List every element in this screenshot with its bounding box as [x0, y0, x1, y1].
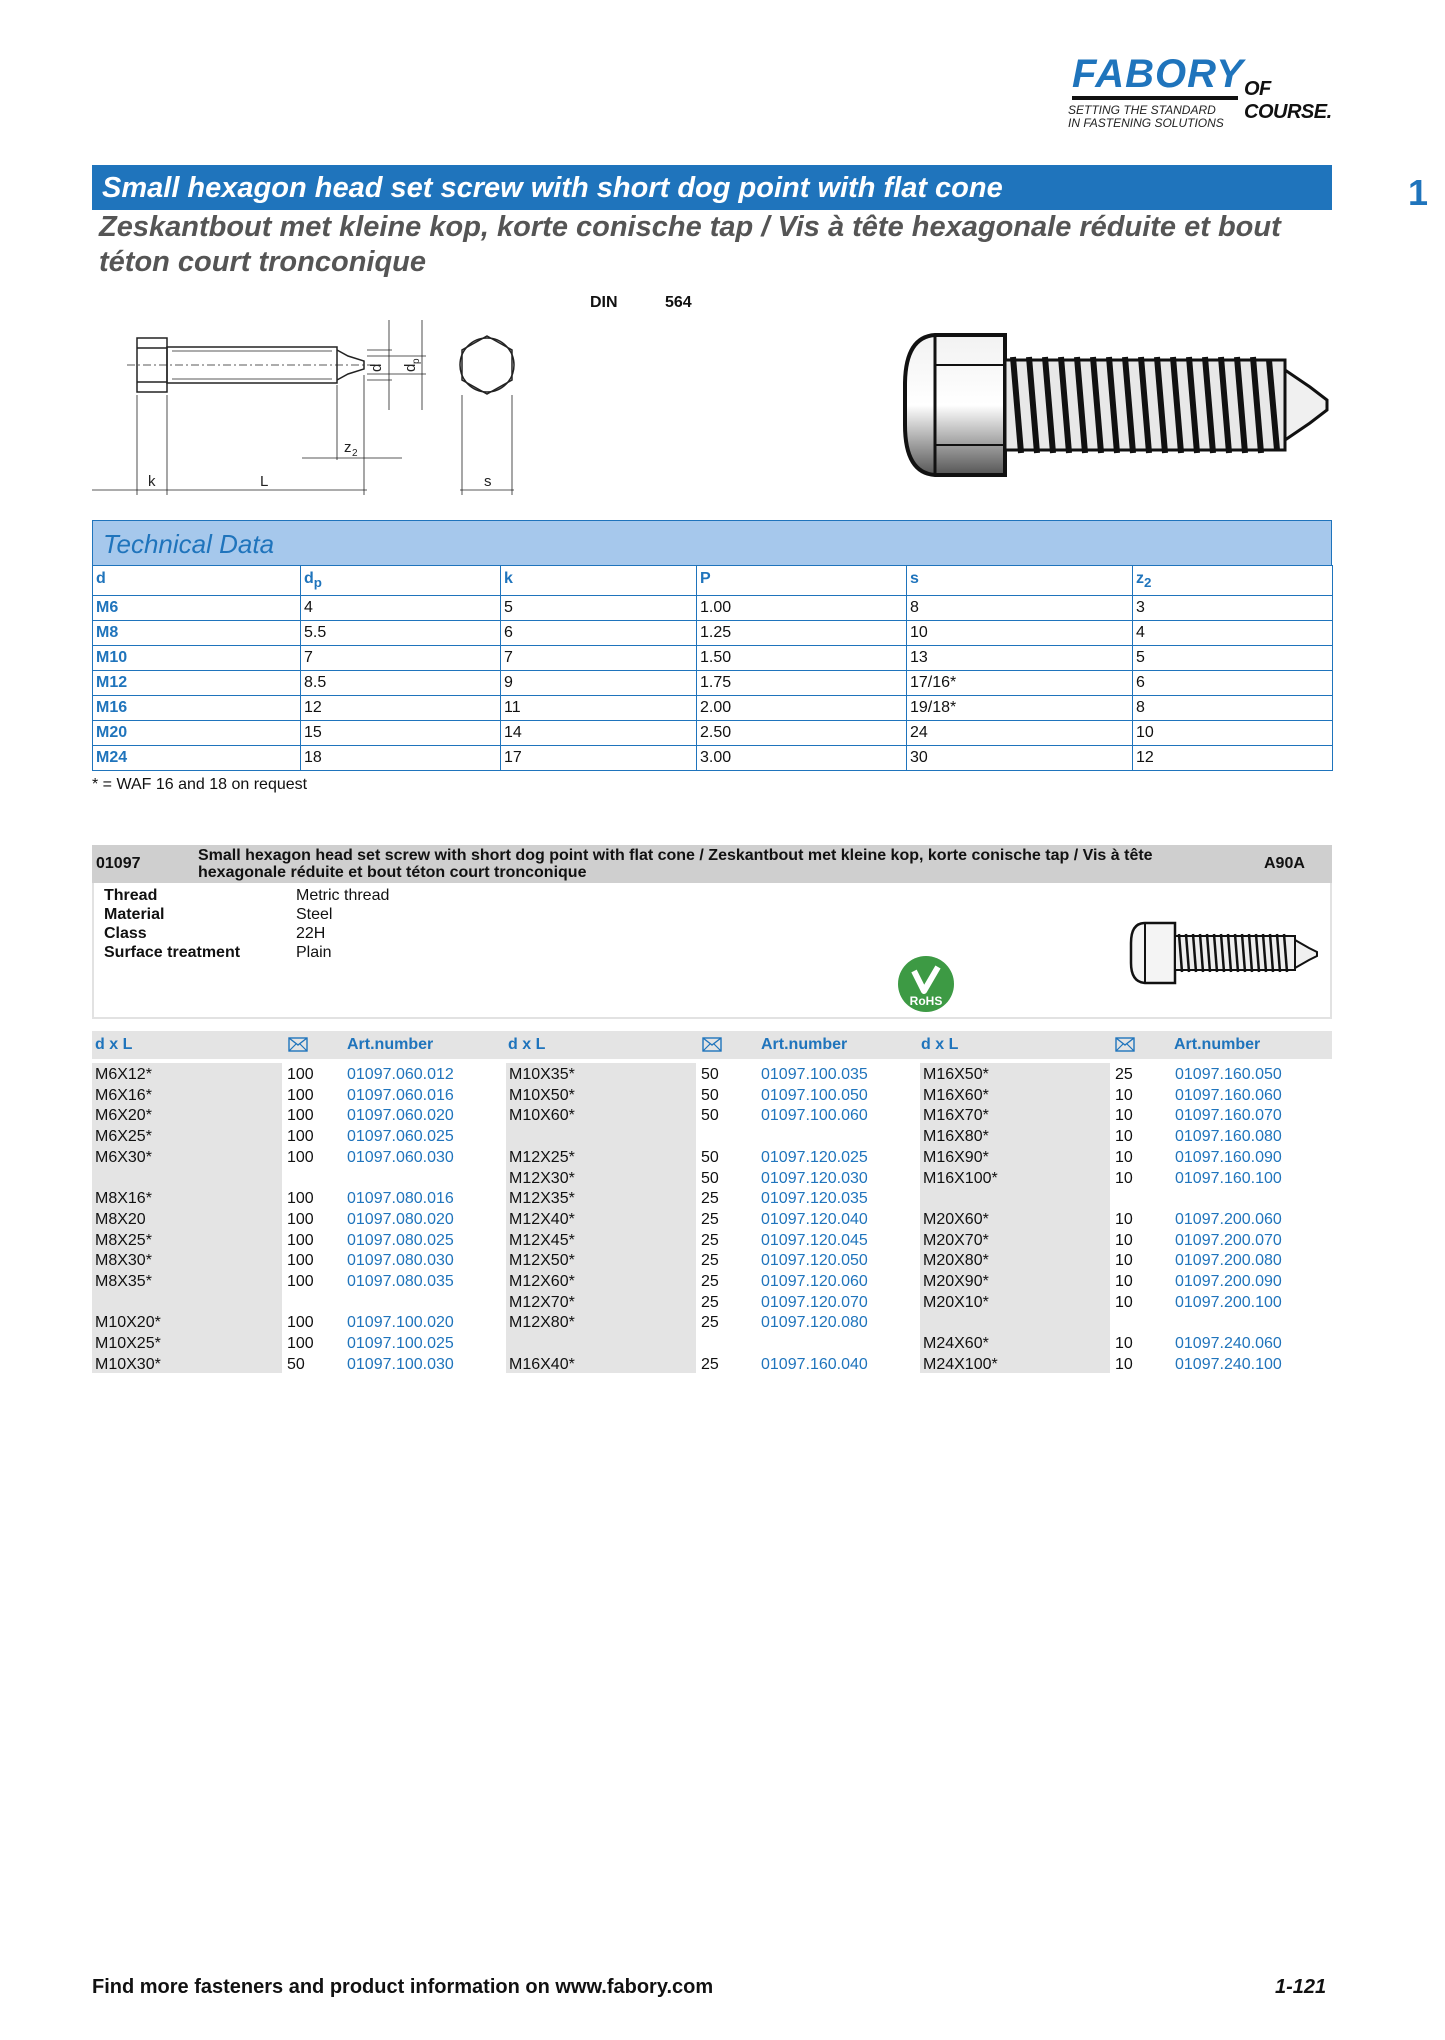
property-label: Material — [104, 906, 165, 923]
product-art-number[interactable]: 01097.200.090 — [1175, 1273, 1282, 1290]
envelope-icon — [702, 1037, 722, 1052]
product-size: M6X16* — [95, 1086, 152, 1104]
product-art-number[interactable]: 01097.060.025 — [347, 1128, 454, 1146]
technical-data-cell: 8.5 — [301, 671, 501, 696]
product-art-number[interactable]: 01097.120.060 — [761, 1273, 868, 1290]
technical-data-cell: 8 — [1133, 696, 1333, 721]
envelope-icon — [288, 1037, 308, 1052]
product-size: M12X35* — [509, 1190, 575, 1208]
technical-data-cell: 4 — [301, 596, 501, 621]
product-pack-qty: 50 — [701, 1107, 719, 1125]
footer-text: Find more fasteners and product information on www.fabory.com — [92, 1976, 714, 1998]
product-size: M8X16* — [95, 1190, 152, 1208]
product-pack-qty: 10 — [1115, 1273, 1133, 1290]
col-header-art: Art.number — [761, 1036, 848, 1053]
product-art-number[interactable]: 01097.100.050 — [761, 1086, 868, 1104]
col-header: k — [501, 566, 697, 596]
product-pack-qty: 50 — [701, 1169, 719, 1187]
product-art-number[interactable]: 01097.060.016 — [347, 1086, 454, 1104]
product-size: M24X60* — [923, 1335, 989, 1353]
product-art-number[interactable]: 01097.120.040 — [761, 1210, 868, 1228]
technical-data-cell: 24 — [907, 721, 1133, 746]
product-art-number[interactable]: 01097.200.070 — [1175, 1231, 1282, 1249]
logo-subline-1: SETTING THE STANDARD — [1068, 103, 1216, 117]
product-art-number[interactable]: 01097.200.060 — [1175, 1210, 1282, 1228]
technical-data-row — [93, 721, 1333, 746]
article-code: 01097 — [96, 855, 141, 872]
product-size: M16X90* — [923, 1148, 989, 1166]
product-art-number[interactable]: 01097.080.020 — [347, 1210, 454, 1228]
product-art-number[interactable]: 01097.080.016 — [347, 1190, 454, 1208]
product-art-number[interactable]: 01097.060.020 — [347, 1107, 454, 1125]
product-pack-qty: 10 — [1115, 1231, 1133, 1249]
technical-data-cell: 12 — [301, 696, 501, 721]
technical-data-cell: 6 — [501, 621, 697, 646]
product-art-number[interactable]: 01097.080.035 — [347, 1273, 454, 1290]
technical-data-cell: 12 — [1133, 746, 1333, 771]
product-art-number[interactable]: 01097.120.035 — [761, 1190, 868, 1208]
logo-tagline: OF COURSE. — [1244, 78, 1332, 123]
technical-data-row — [93, 596, 1333, 621]
product-art-number[interactable]: 01097.160.040 — [761, 1355, 868, 1373]
product-size: M12X40* — [509, 1210, 575, 1228]
product-pack-qty: 25 — [1115, 1066, 1133, 1083]
col-header-art: Art.number — [1174, 1036, 1261, 1053]
technical-data-cell: 2.00 — [697, 696, 907, 721]
product-pack-qty: 10 — [1115, 1128, 1133, 1146]
technical-data-cell: 14 — [501, 721, 697, 746]
drawing-label-z2: z — [344, 439, 352, 456]
technical-data-cell: 7 — [501, 646, 697, 671]
product-art-number[interactable]: 01097.160.060 — [1175, 1086, 1282, 1104]
technical-data-cell: 30 — [907, 746, 1133, 771]
product-size: M12X60* — [509, 1273, 575, 1290]
product-size: M6X12* — [95, 1066, 152, 1083]
technical-data-cell: 8 — [907, 596, 1133, 621]
page-number: 1-121 — [1275, 1976, 1327, 1998]
product-art-number[interactable]: 01097.060.012 — [347, 1066, 454, 1083]
din-value: 564 — [665, 294, 692, 311]
product-pack-qty: 25 — [701, 1190, 719, 1208]
product-art-number[interactable]: 01097.100.035 — [761, 1066, 868, 1083]
product-pack-qty: 100 — [287, 1086, 314, 1104]
product-pack-qty: 10 — [1115, 1210, 1133, 1228]
product-pack-qty: 25 — [701, 1252, 719, 1270]
product-pack-qty: 10 — [1115, 1252, 1133, 1270]
product-pack-qty: 100 — [287, 1231, 314, 1249]
product-table-header — [92, 1031, 1332, 1059]
technical-data-row — [93, 621, 1333, 646]
product-pack-qty: 100 — [287, 1190, 314, 1208]
product-art-number[interactable]: 01097.100.025 — [347, 1335, 454, 1353]
rohs-text: RoHS — [909, 994, 943, 1008]
col-header: P — [697, 566, 907, 596]
product-pack-qty: 25 — [701, 1314, 719, 1332]
product-size: M20X90* — [923, 1273, 989, 1290]
technical-data-cell: 5 — [501, 596, 697, 621]
envelope-icon — [1115, 1037, 1135, 1052]
drawing-label-s: s — [484, 473, 492, 490]
technical-data-cell: 19/18* — [907, 696, 1133, 721]
product-size: M16X50* — [923, 1066, 989, 1083]
col-header: d — [93, 566, 301, 596]
product-pack-qty: 25 — [701, 1273, 719, 1290]
product-art-number[interactable]: 01097.240.100 — [1175, 1355, 1282, 1373]
product-size: M6X20* — [95, 1107, 152, 1125]
property-label: Surface treatment — [104, 944, 241, 961]
product-art-number[interactable]: 01097.100.030 — [347, 1355, 454, 1373]
property-value: Steel — [296, 906, 333, 923]
product-pack-qty: 10 — [1115, 1293, 1133, 1311]
product-size: M6X25* — [95, 1128, 152, 1146]
technical-data-header — [92, 520, 1332, 565]
technical-data-cell: 17 — [501, 746, 697, 771]
product-size: M16X70* — [923, 1107, 989, 1125]
product-pack-qty: 100 — [287, 1252, 314, 1270]
drawing-label-d: d — [368, 363, 385, 372]
product-art-number[interactable]: 01097.080.025 — [347, 1231, 454, 1249]
product-size: M12X70* — [509, 1293, 575, 1311]
chapter-number: 1 — [1408, 172, 1429, 213]
product-photo — [895, 325, 1335, 485]
article-description: Small hexagon head set screw with short dog point with flat cone / Zeskantbout met kleine kop, korte conische tap / Vis à tête hexagonale réduite et bout téton court tronconique — [198, 847, 1153, 881]
product-pack-qty: 10 — [1115, 1355, 1133, 1373]
property-value: Metric thread — [296, 887, 390, 904]
page-title: Small hexagon head set screw with short dog point with flat cone — [102, 172, 1003, 204]
product-pack-qty: 10 — [1115, 1086, 1133, 1104]
technical-data-cell: 1.00 — [697, 596, 907, 621]
technical-data-cell: 1.50 — [697, 646, 907, 671]
product-art-number[interactable]: 01097.160.090 — [1175, 1148, 1282, 1166]
product-pack-qty: 100 — [287, 1066, 314, 1083]
technical-data-cell: M16 — [93, 696, 301, 721]
product-size: M20X10* — [923, 1293, 989, 1311]
product-size: M6X30* — [95, 1148, 152, 1166]
property-label: Thread — [104, 887, 158, 904]
drawing-label-dp-sub: p — [411, 358, 422, 364]
product-pack-qty: 10 — [1115, 1335, 1133, 1353]
product-pack-qty: 50 — [287, 1355, 305, 1373]
product-pack-qty: 50 — [701, 1148, 719, 1166]
product-size: M10X35* — [509, 1066, 575, 1083]
product-art-number[interactable]: 01097.120.050 — [761, 1252, 868, 1270]
col-header: $d_p$ — [301, 566, 501, 596]
product-size: M8X25* — [95, 1231, 152, 1249]
product-pack-qty: 100 — [287, 1107, 314, 1125]
technical-data-cell: M20 — [93, 721, 301, 746]
technical-data-cell: 10 — [1133, 721, 1333, 746]
product-size: M12X25* — [509, 1148, 575, 1166]
col-header-size: d x L — [921, 1036, 959, 1053]
technical-data-cell: M8 — [93, 621, 301, 646]
article-class-code: A90A — [1264, 855, 1305, 872]
product-art-number[interactable]: 01097.120.080 — [761, 1314, 868, 1332]
product-art-number[interactable]: 01097.160.080 — [1175, 1128, 1282, 1146]
logo-subline — [1068, 104, 1224, 130]
product-size: M16X60* — [923, 1086, 989, 1104]
product-art-number[interactable]: 01097.120.030 — [761, 1169, 868, 1187]
technical-data-cell: 10 — [907, 621, 1133, 646]
technical-data-cell: M12 — [93, 671, 301, 696]
product-size: M10X30* — [95, 1355, 161, 1373]
technical-data-cell: 1.25 — [697, 621, 907, 646]
product-art-number[interactable]: 01097.100.020 — [347, 1314, 454, 1332]
product-art-number[interactable]: 01097.060.030 — [347, 1148, 454, 1166]
product-size: M8X30* — [95, 1252, 152, 1270]
product-art-number[interactable]: 01097.100.060 — [761, 1107, 868, 1125]
product-pack-qty: 100 — [287, 1148, 314, 1166]
technical-data-cell: M10 — [93, 646, 301, 671]
product-art-number[interactable]: 01097.080.030 — [347, 1252, 454, 1270]
technical-data-cell: M6 — [93, 596, 301, 621]
technical-data-cell: 9 — [501, 671, 697, 696]
col-header-size: d x L — [95, 1036, 133, 1053]
rohs-badge-icon — [897, 955, 955, 1013]
drawing-label-k: k — [148, 473, 156, 490]
product-pack-qty: 100 — [287, 1314, 314, 1332]
product-pack-qty: 25 — [701, 1231, 719, 1249]
product-pack-qty: 25 — [701, 1293, 719, 1311]
product-art-number[interactable]: 01097.160.050 — [1175, 1066, 1282, 1083]
article-photo — [1125, 918, 1320, 988]
product-size: M8X20 — [95, 1210, 146, 1228]
product-art-number[interactable]: 01097.120.025 — [761, 1148, 868, 1166]
product-art-number[interactable]: 01097.200.080 — [1175, 1252, 1282, 1270]
technical-data-cell: 4 — [1133, 621, 1333, 646]
product-art-number[interactable]: 01097.200.100 — [1175, 1293, 1282, 1311]
product-art-number[interactable]: 01097.120.070 — [761, 1293, 868, 1311]
product-size: M10X60* — [509, 1107, 575, 1125]
product-pack-qty: 25 — [701, 1210, 719, 1228]
technical-data-table — [92, 565, 1333, 771]
product-size: M20X80* — [923, 1252, 989, 1270]
technical-data-cell: 17/16* — [907, 671, 1133, 696]
property-value: Plain — [296, 944, 332, 961]
technical-data-row — [93, 671, 1333, 696]
technical-data-cell: 5.5 — [301, 621, 501, 646]
technical-data-section — [92, 520, 1332, 771]
technical-data-cell: 7 — [301, 646, 501, 671]
page-subtitle: Zeskantbout met kleine kop, korte conische tap / Vis à tête hexagonale réduite et bout téton court tronconique — [99, 211, 1281, 278]
col-header: $z_2$ — [1133, 566, 1333, 596]
logo-subline-2: IN FASTENING SOLUTIONS — [1068, 116, 1224, 130]
product-pack-qty: 10 — [1115, 1148, 1133, 1166]
product-pack-qty: 10 — [1115, 1107, 1133, 1125]
logo-wordmark: FABORY — [1072, 52, 1244, 96]
technical-data-row — [93, 746, 1333, 771]
technical-data-cell: 6 — [1133, 671, 1333, 696]
product-pack-qty: 100 — [287, 1128, 314, 1146]
logo-underline — [1072, 96, 1238, 100]
technical-data-cell: 2.50 — [697, 721, 907, 746]
product-art-number[interactable]: 01097.120.045 — [761, 1231, 868, 1249]
technical-data-header-row — [93, 566, 1333, 596]
property-value: 22H — [296, 925, 326, 942]
technical-data-cell: 15 — [301, 721, 501, 746]
technical-data-title: Technical Data — [103, 529, 275, 559]
fabory-logo — [1060, 52, 1360, 132]
technical-data-cell: 5 — [1133, 646, 1333, 671]
technical-data-cell: 3.00 — [697, 746, 907, 771]
product-pack-qty: 100 — [287, 1210, 314, 1228]
product-pack-qty: 100 — [287, 1335, 314, 1353]
product-size: M12X30* — [509, 1169, 575, 1187]
product-pack-qty: 10 — [1115, 1169, 1133, 1187]
product-size: M16X100* — [923, 1169, 998, 1187]
product-pack-qty: 50 — [701, 1086, 719, 1104]
drawing-label-z2-sub: 2 — [352, 448, 358, 459]
product-size: M10X20* — [95, 1314, 161, 1332]
product-pack-qty: 50 — [701, 1066, 719, 1083]
col-header-art: Art.number — [347, 1036, 434, 1053]
din-label: DIN — [590, 294, 618, 311]
technical-data-cell: 18 — [301, 746, 501, 771]
product-size: M16X40* — [509, 1355, 575, 1373]
technical-data-row — [93, 646, 1333, 671]
product-size: M10X25* — [95, 1335, 161, 1353]
col-header: s — [907, 566, 1133, 596]
product-size: M10X50* — [509, 1086, 575, 1104]
technical-data-cell: M24 — [93, 746, 301, 771]
product-size: M16X80* — [923, 1128, 989, 1146]
product-pack-qty: 100 — [287, 1273, 314, 1290]
product-size: M12X50* — [509, 1252, 575, 1270]
product-art-number[interactable]: 01097.160.070 — [1175, 1107, 1282, 1125]
product-size: M20X60* — [923, 1210, 989, 1228]
product-size: M20X70* — [923, 1231, 989, 1249]
product-size: M12X80* — [509, 1314, 575, 1332]
article-header — [92, 845, 1332, 883]
technical-data-cell: 1.75 — [697, 671, 907, 696]
drawing-label-dp: d — [402, 363, 419, 372]
product-size: M24X100* — [923, 1355, 998, 1373]
title-bar — [92, 165, 1332, 210]
technical-data-cell: 11 — [501, 696, 697, 721]
technical-data-row — [93, 696, 1333, 721]
product-size: M8X35* — [95, 1273, 152, 1290]
footnote: * = WAF 16 and 18 on request — [92, 776, 308, 793]
technical-drawing — [92, 300, 532, 500]
technical-data-cell: 13 — [907, 646, 1133, 671]
technical-data-cell: 3 — [1133, 596, 1333, 621]
product-art-number[interactable]: 01097.160.100 — [1175, 1169, 1282, 1187]
product-art-number[interactable]: 01097.240.060 — [1175, 1335, 1282, 1353]
col-header-size: d x L — [508, 1036, 546, 1053]
product-pack-qty: 25 — [701, 1355, 719, 1373]
product-size: M12X45* — [509, 1231, 575, 1249]
property-label: Class — [104, 925, 147, 942]
drawing-label-L: L — [260, 473, 269, 490]
